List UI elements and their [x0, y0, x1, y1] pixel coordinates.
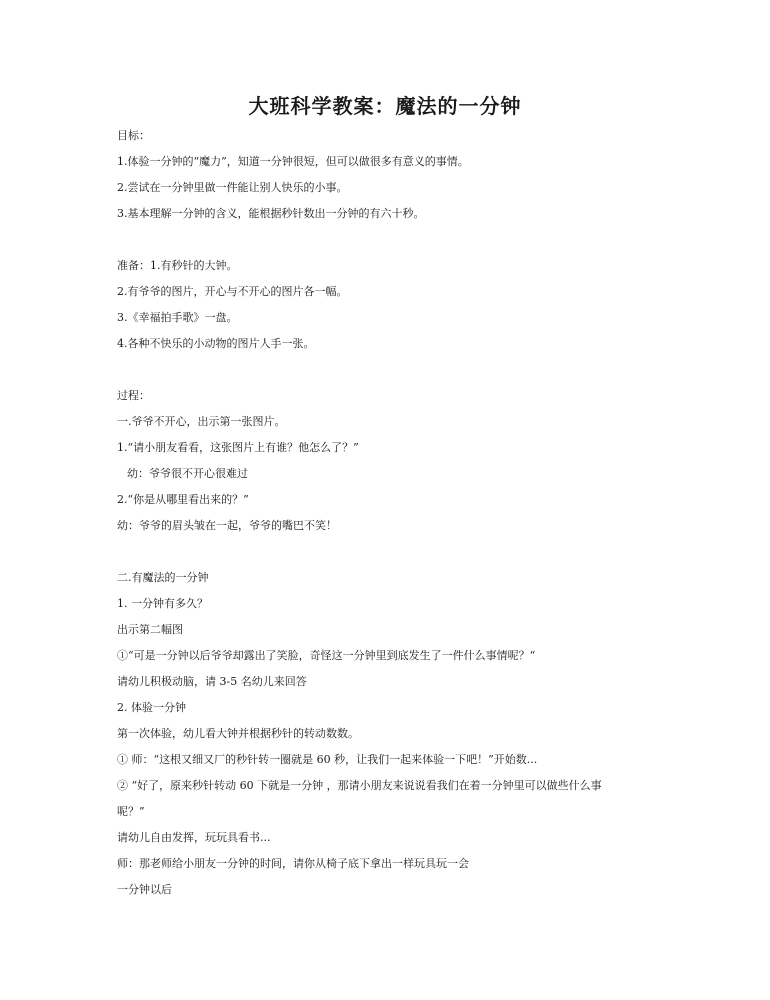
process-part-1-heading: 一.爷爷不开心，出示第一张图片。	[117, 415, 286, 428]
goal-item-3: 3.基本理解一分钟的含义，能根据秒针数出一分钟的有六十秒。	[117, 207, 425, 220]
goal-item-1: 1.体验一分钟的“魔力”，知道一分钟很短，但可以做很多有意义的事情。	[117, 155, 469, 168]
process-line: 2. 体验一分钟	[117, 701, 186, 714]
process-line: ② “好了，原来秒针转动 60 下就是一分钟 ，那请小朋友来说说看我们在着一分钟里可以做些什么事	[117, 779, 602, 792]
section-goals-heading: 目标：	[117, 129, 150, 142]
process-line: 呢？”	[117, 805, 145, 818]
process-line: 请幼儿自由发挥，玩玩具看书...	[117, 831, 271, 844]
process-line: 1. 一分钟有多久？	[117, 597, 208, 610]
process-line: 幼：爷爷很不开心很难过	[127, 467, 248, 480]
prep-item-2: 2.有爷爷的图片，开心与不开心的图片各一幅。	[117, 285, 348, 298]
process-line: 请幼儿积极动脑，请 3-5 名幼儿来回答	[117, 675, 307, 688]
process-line: 幼：爷爷的眉头皱在一起，爷爷的嘴巴不笑！	[117, 519, 337, 532]
prep-item-4: 4.各种不快乐的小动物的图片人手一张。	[117, 337, 315, 350]
process-line: 一分钟以后	[117, 883, 172, 896]
process-line: 1.“请小朋友看看，这张图片上有谁？他怎么了？”	[117, 441, 359, 454]
prep-item-1: 准备：1.有秒针的大钟。	[117, 259, 238, 272]
process-line: 第一次体验，幼儿看大钟并根据秒针的转动数数。	[117, 727, 359, 740]
process-line: 师：那老师给小朋友一分钟的时间，请你从椅子底下拿出一样玩具玩一会	[117, 857, 469, 870]
document-title: 大班科学教案：魔法的一分钟	[248, 94, 522, 118]
prep-item-3: 3.《幸福拍手歌》一盘。	[117, 311, 238, 324]
process-line: 出示第二幅图	[117, 623, 183, 636]
process-line: ①“可是一分钟以后爷爷却露出了笑脸，奇怪这一分钟里到底发生了一件什么事情呢？“	[117, 649, 536, 662]
goal-item-2: 2.尝试在一分钟里做一件能让别人快乐的小事。	[117, 181, 348, 194]
process-part-2-heading: 二.有魔法的一分钟	[117, 571, 209, 584]
section-process-heading: 过程：	[117, 389, 150, 402]
process-line: 2.“你是从哪里看出来的？”	[117, 493, 249, 506]
process-line: ① 师：“这根又细又厂的秒针转一圈就是 60 秒，让我们一起来体验一下吧！”开始数...	[117, 753, 538, 766]
